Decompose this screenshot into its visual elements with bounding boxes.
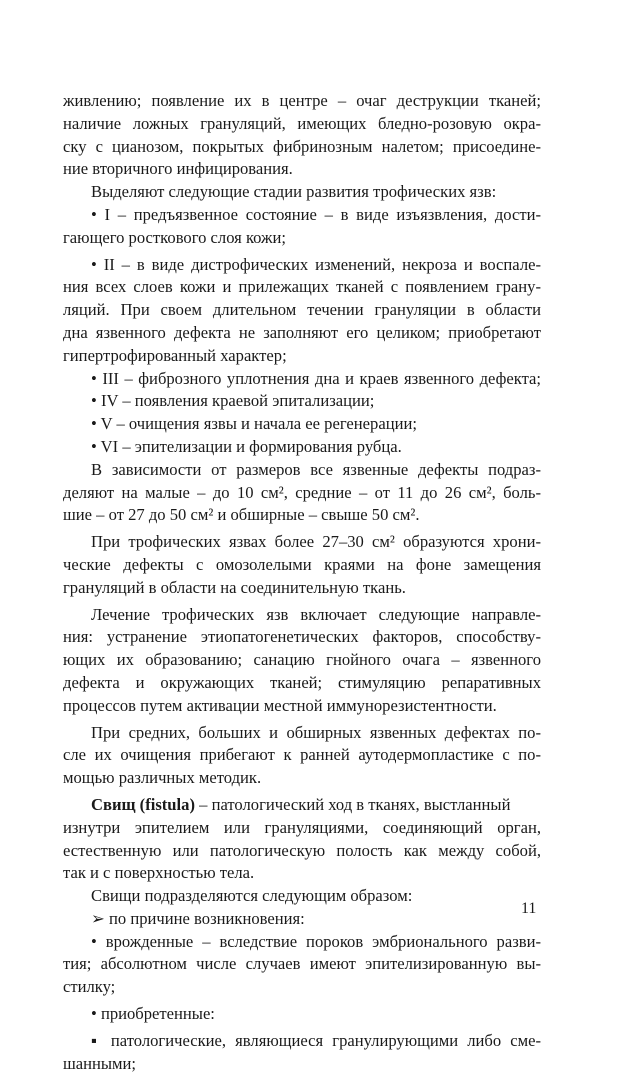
list-item-stage-5: • V – очищения язвы и начала ее регенерации; xyxy=(91,414,417,434)
fistula-definition-text: – патологический ход в тканях, выстланный xyxy=(199,794,511,814)
text-line: естественную или патологическую полость как между собой, xyxy=(63,840,541,860)
list-item-congenital: • врожденные – вследствие пороков эмбрионального разви- xyxy=(91,931,541,951)
text-line: ческие дефекты с омозолелыми краями на фоне замещения xyxy=(63,554,541,574)
text-line: гипертрофированный характер; xyxy=(63,345,287,365)
fistula-term: Свищ (fistula) xyxy=(91,794,195,814)
text-line: грануляций в области на соединительную ткань. xyxy=(63,577,406,597)
text-line: процессов путем активации местной иммунорезистентности. xyxy=(63,695,497,715)
list-item-acquired: • приобретенные: xyxy=(91,1004,215,1024)
text-line: Выделяют следующие стадии развития трофических язв: xyxy=(91,182,497,202)
text-line: В зависимости от размеров все язвенные дефекты подраз- xyxy=(91,459,541,479)
text-line: тия; абсолютном числе случаев имеют эпителизированную вы- xyxy=(63,954,541,974)
text-line: стилку; xyxy=(63,977,116,997)
text-line: дефекта и окружающих тканей; стимуляцию репаративных xyxy=(63,672,541,692)
list-heading-by-origin: ➢ по причине возникновения: xyxy=(91,908,305,928)
text-line: наличие ложных грануляций, имеющих бледно-розовую окра- xyxy=(63,113,541,133)
list-item-stage-3: • III – фиброзного уплотнения дна и краев язвенного дефекта; xyxy=(91,368,541,388)
text-line: Лечение трофических язв включает следующие направле- xyxy=(91,604,541,624)
text-line: деляют на малые – до 10 см², средние – от 11 до 26 см², боль- xyxy=(63,482,541,502)
text-line: гающего росткового слоя кожи; xyxy=(63,227,287,247)
text-line: живлению; появление их в центре – очаг деструкции тканей; xyxy=(63,91,541,110)
text-line: так и с поверхностью тела. xyxy=(63,863,255,883)
list-item-stage-1: • I – предъязвенное состояние – в виде изъязвления, дости- xyxy=(91,204,541,224)
list-item-stage-6: • VI – эпителизации и формирования рубца. xyxy=(91,436,402,456)
text-line: сле их очищения прибегают к ранней аутодермопластике с по- xyxy=(63,745,541,765)
page-body-text xyxy=(63,90,541,1075)
text-line: ния всех слоев кожи и прилежащих тканей с появлением грану- xyxy=(63,277,541,297)
text-line: При средних, больших и обширных язвенных дефектах по- xyxy=(91,722,541,742)
text-line: ние вторичного инфицирования. xyxy=(63,159,293,179)
text-line: ния: устранение этиопатогенетических факторов, способству- xyxy=(63,627,541,647)
text-line: дна язвенного дефекта не заполняют его целиком; приобретают xyxy=(63,322,541,342)
text-line: ляций. При своем длительном течении грануляции в области xyxy=(63,300,541,320)
list-item-pathological: ▪ патологические, являющиеся гранулирующими либо сме- xyxy=(91,1030,541,1050)
text-line: мощью различных методик. xyxy=(63,768,262,788)
list-item-stage-2: • II – в виде дистрофических изменений, некроза и воспале- xyxy=(91,254,541,274)
text-line: изнутри эпителием или грануляциями, соединяющий орган, xyxy=(63,817,541,837)
list-item-stage-4: • IV – появления краевой эпитализации; xyxy=(91,391,375,411)
fistula-definition-line xyxy=(63,794,541,817)
text-line: Свищи подразделяются следующим образом: xyxy=(91,886,413,906)
text-line: ску с цианозом, покрытых фибринозным налетом; присоедине- xyxy=(63,136,541,156)
text-line: При трофических язвах более 27–30 см² образуются хрони- xyxy=(91,532,541,552)
text-line: шие – от 27 до 50 см² и обширные – свыше 50 см². xyxy=(63,505,420,525)
text-line: шанными; xyxy=(63,1053,137,1073)
page-number: 11 xyxy=(521,900,537,917)
text-line: ющих их образованию; санацию гнойного очага – язвенного xyxy=(63,650,541,670)
